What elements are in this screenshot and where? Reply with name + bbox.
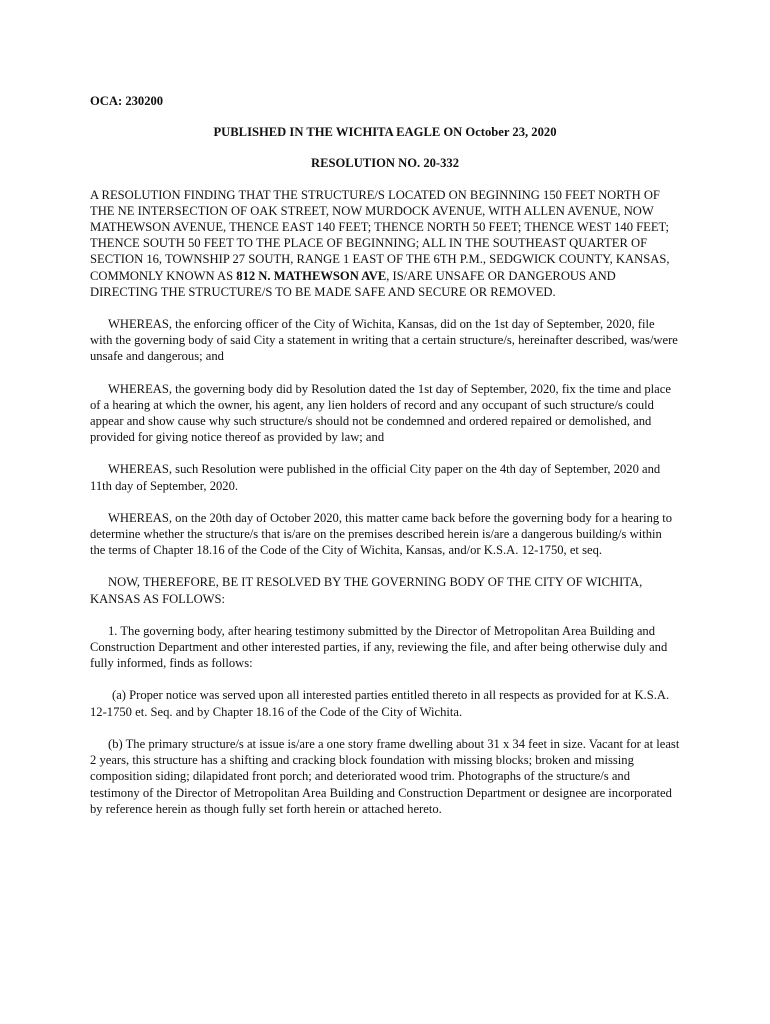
resolution-heading (90, 187, 680, 300)
finding-paragraph-a: (a) Proper notice was served upon all interested parties entitled thereto in all respects as provided for at K.S.A. 12-1750 et. Seq. and by Chapter 18.16 of the Code of the City of Wichita. (90, 688, 670, 719)
heading-text-part2: , IS/ARE UNSAFE OR DANGEROUS AND DIRECTING THE STRUCTURE/S TO BE MADE SAFE AND SECURE OR REMOVED. (90, 268, 616, 299)
whereas-paragraph-4: WHEREAS, on the 20th day of October 2020, this matter came back before the governing body for a hearing to determine whether the structure/s that is/are on the premises described herein is/are a dangerous building/s within the terms of Chapter 18.16 of the Code of the City of Wichita, Kansas, and/or K.S.A. 12-1750, et seq. (90, 510, 673, 558)
whereas-paragraph-2: WHEREAS, the governing body did by Resolution dated the 1st day of September, 2020, fix the time and place of a hearing at which the owner, his agent, any lien holders of record and any occupant of such structure/s could appear and show cause why such structure/s should not be condemned and ordered repaired or demolished, and provided for giving notice thereof as provided by law; and (90, 381, 671, 445)
property-address: 812 N. MATHEWSON AVE (236, 268, 387, 283)
heading-text-part1: A RESOLUTION FINDING THAT THE STRUCTURE/S LOCATED ON BEGINNING 150 FEET NORTH OF THE NE INTERSECTION OF OAK STREET, NOW MURDOCK AVENUE, WITH ALLEN AVENUE, NOW MATHEWSON AVENUE, THENCE EAST 140 FEET; THENCE NORTH 50 FEET; THENCE WEST 140 FEET; THENCE SOUTH 50 FEET TO THE PLACE OF BEGINNING; ALL IN THE SOUTHEAST QUARTER OF SECTION 16, TOWNSHIP 27 SOUTH, RANGE 1 EAST OF THE 6TH P.M., SEDGWICK COUNTY, KANSAS, COMMONLY KNOWN AS (90, 187, 670, 283)
publication-line: PUBLISHED IN THE WICHITA EAGLE ON October 23, 2020 (213, 125, 557, 140)
resolution-number: RESOLUTION NO. 20-332 (311, 156, 459, 171)
whereas-paragraph-3: WHEREAS, such Resolution were published in the official City paper on the 4th day of September, 2020 and 11th day of September, 2020. (90, 462, 661, 493)
whereas-paragraph-1: WHEREAS, the enforcing officer of the City of Wichita, Kansas, did on the 1st day of September, 2020, file with the governing body of said City a statement in writing that a certain structure/s, hereinafter described, was/were unsafe and dangerous; and (90, 317, 678, 364)
finding-paragraph-b: (b) The primary structure/s at issue is/are a one story frame dwelling about 31 x 34 feet in size. Vacant for at least 2 years, this structure has a shifting and cracking block foundation with missing blocks; broken and missing composition siding; dilapidated front porch; and deteriorated wood trim. Photographs of the structure/s and testimony of the Director of Metropolitan Area Building and Construction Department or designee are incorporated by reference herein as though fully set forth herein or attached hereto. (90, 736, 680, 816)
resolved-paragraph: NOW, THEREFORE, BE IT RESOLVED BY THE GOVERNING BODY OF THE CITY OF WICHITA, KANSAS AS FOLLOWS: (90, 575, 643, 606)
finding-paragraph-1: 1. The governing body, after hearing testimony submitted by the Director of Metropolitan Area Building and Construction Department and other interested parties, if any, reviewing the file, and after being otherwise duly and fully informed, finds as follows: (90, 623, 668, 671)
oca-number: OCA: 230200 (90, 94, 164, 108)
